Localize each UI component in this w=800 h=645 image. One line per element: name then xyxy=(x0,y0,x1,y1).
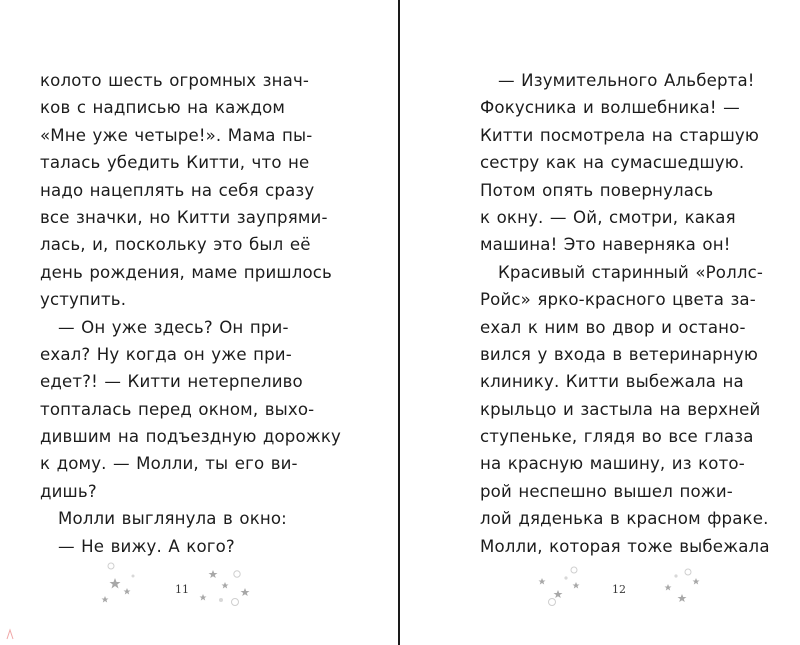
corner-mark-icon xyxy=(6,628,14,640)
text-line: машина! Это наверняка он! xyxy=(480,235,731,255)
text-line: уступить. xyxy=(40,290,127,310)
text-line: Китти посмотрела на старшую xyxy=(480,125,760,145)
text-line: ков с надписью на каждом xyxy=(40,98,286,118)
text-line: надо нацеплять на себя сразу xyxy=(40,180,315,200)
text-line: топталась перед окном, выхо- xyxy=(40,399,315,419)
text-line: Молли выглянула в окно: xyxy=(58,509,287,529)
text-line: лой дяденька в красном фраке. xyxy=(480,509,769,529)
text-line: лась, и, поскольку это был её xyxy=(40,235,311,255)
text-line: Потом опять повернулась xyxy=(480,180,714,200)
page-number: 11 xyxy=(175,583,189,596)
left-page-text xyxy=(40,67,370,560)
text-line: ступеньке, глядя во все глаза xyxy=(480,427,754,447)
text-line: к окну. — Ой, смотри, какая xyxy=(480,207,736,227)
text-line: ехал к ним во двор и остано- xyxy=(480,317,746,337)
text-line: Молли, которая тоже выбежала xyxy=(480,536,770,556)
right-page-text xyxy=(480,67,800,560)
text-line: едет?! — Китти нетерпеливо xyxy=(40,372,303,392)
text-line: дишь? xyxy=(40,481,97,501)
text-line: Красивый старинный «Роллс- xyxy=(498,262,763,282)
text-line: — Он уже здесь? Он при- xyxy=(58,317,289,337)
text-line: талась убедить Китти, что не xyxy=(40,153,310,173)
text-line: колото шесть огромных знач- xyxy=(40,71,310,90)
text-line: «Мне уже четыре!». Мама пы- xyxy=(40,125,313,145)
text-line: все значки, но Китти заупрями- xyxy=(40,207,328,227)
text-line: день рождения, маме пришлось xyxy=(40,262,332,282)
text-line: вился у входа в ветеринарную xyxy=(480,344,758,364)
text-line: дившим на подъездную дорожку xyxy=(40,427,342,447)
text-line: Фокусника и волшебника! — xyxy=(480,98,740,118)
text-line: Ройс» ярко-красного цвета за- xyxy=(480,290,756,310)
text-line: клинику. Китти выбежала на xyxy=(480,372,744,392)
page-number: 12 xyxy=(612,583,626,596)
text-line: к дому. — Молли, ты его ви- xyxy=(40,454,298,474)
text-line: на красную машину, из кото- xyxy=(480,454,745,474)
text-line: ехал? Ну когда он уже при- xyxy=(40,344,292,364)
text-line: крыльцо и застыла на верхней xyxy=(480,399,761,419)
text-line: — Изумительного Альберта! xyxy=(498,71,755,90)
text-line: — Не вижу. А кого? xyxy=(58,536,235,556)
text-line: рой неспешно вышел пожи- xyxy=(480,481,733,501)
text-line: сестру как на сумасшедшую. xyxy=(480,153,745,173)
right-page xyxy=(400,0,800,645)
